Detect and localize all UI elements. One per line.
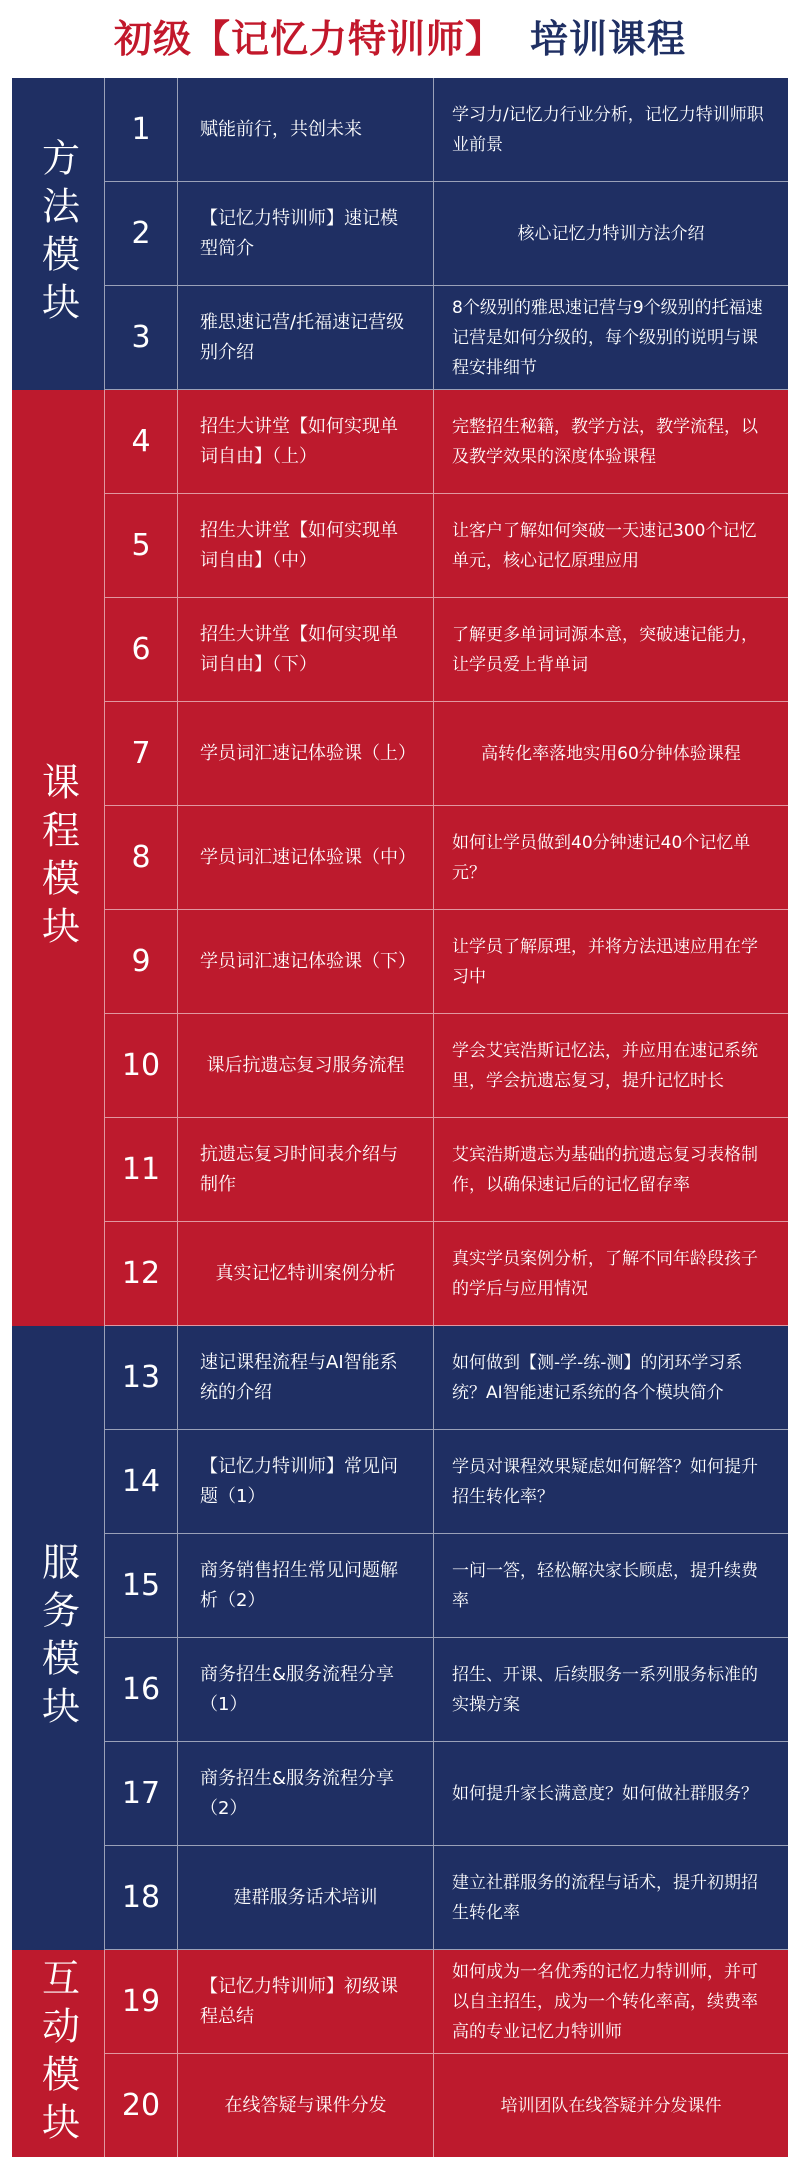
lesson-topic: 商务销售招生常见问题解析（2） xyxy=(178,1534,434,1637)
lesson-number: 7 xyxy=(105,702,178,805)
lesson-description: 学会艾宾浩斯记忆法，并应用在速记系统里，学会抗遗忘复习，提升记忆时长 xyxy=(452,1040,758,1091)
lesson-description: 如何做到【测-学-练-测】的闭环学习系统？AI智能速记系统的各个模块简介 xyxy=(452,1352,743,1403)
lesson-description: 核心记忆力特训方法介绍 xyxy=(517,223,705,244)
module-label: 课程模块 xyxy=(12,390,105,1326)
lesson-description: 一问一答，轻松解决家长顾虑，提升续费率 xyxy=(452,1560,758,1611)
table-row xyxy=(105,1326,788,1430)
lesson-number: 16 xyxy=(105,1638,178,1741)
table-row xyxy=(105,286,788,390)
table-row xyxy=(105,78,788,182)
table-row xyxy=(105,182,788,286)
table-row xyxy=(105,390,788,494)
lesson-topic: 招生大讲堂【如何实现单词自由】（下） xyxy=(178,598,434,701)
table-row xyxy=(105,702,788,806)
lesson-topic: 抗遗忘复习时间表介绍与制作 xyxy=(178,1118,434,1221)
lesson-topic: 商务招生&服务流程分享（1） xyxy=(178,1638,434,1741)
table-row xyxy=(105,2054,788,2157)
table-row xyxy=(105,1950,788,2054)
table-row xyxy=(105,1222,788,1326)
table-row xyxy=(105,494,788,598)
lesson-topic: 建群服务话术培训 xyxy=(178,1846,434,1949)
lesson-number: 11 xyxy=(105,1118,178,1221)
lesson-description: 如何提升家长满意度？如何做社群服务？ xyxy=(452,1783,758,1804)
lesson-number: 12 xyxy=(105,1222,178,1325)
lesson-number: 1 xyxy=(105,78,178,181)
lesson-topic: 学员词汇速记体验课（中） xyxy=(178,806,434,909)
lesson-topic: 学员词汇速记体验课（下） xyxy=(178,910,434,1013)
lesson-topic: 课后抗遗忘复习服务流程 xyxy=(178,1014,434,1117)
lesson-number: 3 xyxy=(105,286,178,389)
lesson-description: 了解更多单词词源本意，突破速记能力，让学员爱上背单词 xyxy=(452,624,758,675)
module-method xyxy=(12,78,788,390)
lesson-number: 18 xyxy=(105,1846,178,1949)
lesson-description: 让学员了解原理，并将方法迅速应用在学习中 xyxy=(452,936,758,987)
lesson-topic: 学员词汇速记体验课（上） xyxy=(178,702,434,805)
lesson-number: 20 xyxy=(105,2054,178,2157)
lesson-description: 培训团队在线答疑并分发课件 xyxy=(500,2095,722,2116)
table-row xyxy=(105,1534,788,1638)
lesson-number: 10 xyxy=(105,1014,178,1117)
lesson-description: 如何成为一名优秀的记忆力特训师，并可以自主招生，成为一个转化率高，续费率高的专业记忆力特训师 xyxy=(452,1961,758,2042)
lesson-number: 8 xyxy=(105,806,178,909)
table-row xyxy=(105,806,788,910)
table-row xyxy=(105,1118,788,1222)
page-title xyxy=(0,0,800,70)
lesson-number: 4 xyxy=(105,390,178,493)
lesson-number: 15 xyxy=(105,1534,178,1637)
lesson-description: 高转化率落地实用60分钟体验课程 xyxy=(481,743,741,764)
lesson-number: 19 xyxy=(105,1950,178,2053)
lesson-description: 学习力/记忆力行业分析，记忆力特训师职业前景 xyxy=(452,104,764,155)
course-table xyxy=(12,78,788,2157)
lesson-topic: 招生大讲堂【如何实现单词自由】（上） xyxy=(178,390,434,493)
title-left: 初级【记忆力特训师】 xyxy=(113,16,504,61)
module-interaction xyxy=(12,1950,788,2157)
lesson-topic: 真实记忆特训案例分析 xyxy=(178,1222,434,1325)
lesson-topic: 【记忆力特训师】初级课程总结 xyxy=(178,1950,434,2053)
table-row xyxy=(105,1742,788,1846)
module-service xyxy=(12,1326,788,1950)
table-row xyxy=(105,1638,788,1742)
lesson-number: 5 xyxy=(105,494,178,597)
lesson-topic: 雅思速记营/托福速记营级别介绍 xyxy=(178,286,434,389)
lesson-description: 8个级别的雅思速记营与9个级别的托福速记营是如何分级的，每个级别的说明与课程安排细节 xyxy=(452,297,763,378)
table-row xyxy=(105,1014,788,1118)
module-label: 互动模块 xyxy=(12,1950,105,2157)
lesson-number: 6 xyxy=(105,598,178,701)
lesson-topic: 招生大讲堂【如何实现单词自由】（中） xyxy=(178,494,434,597)
lesson-description: 完整招生秘籍，教学方法，教学流程，以及教学效果的深度体验课程 xyxy=(452,416,758,467)
table-row xyxy=(105,910,788,1014)
lesson-number: 14 xyxy=(105,1430,178,1533)
lesson-topic: 【记忆力特训师】速记模型简介 xyxy=(178,182,434,285)
lesson-topic: 【记忆力特训师】常见问题（1） xyxy=(178,1430,434,1533)
lesson-topic: 在线答疑与课件分发 xyxy=(178,2054,434,2157)
lesson-description: 真实学员案例分析，了解不同年龄段孩子的学后与应用情况 xyxy=(452,1248,758,1299)
lesson-description: 学员对课程效果疑虑如何解答？如何提升招生转化率？ xyxy=(452,1456,758,1507)
lesson-topic: 赋能前行，共创未来 xyxy=(178,78,434,181)
table-row xyxy=(105,1846,788,1950)
lesson-description: 艾宾浩斯遗忘为基础的抗遗忘复习表格制作，以确保速记后的记忆留存率 xyxy=(452,1144,758,1195)
module-label: 方法模块 xyxy=(12,78,105,390)
title-right: 培训课程 xyxy=(530,16,687,61)
module-course xyxy=(12,390,788,1326)
module-label: 服务模块 xyxy=(12,1326,105,1950)
lesson-number: 9 xyxy=(105,910,178,1013)
table-row xyxy=(105,1430,788,1534)
lesson-description: 如何让学员做到40分钟速记40个记忆单元？ xyxy=(452,832,751,883)
lesson-number: 17 xyxy=(105,1742,178,1845)
lesson-topic: 速记课程流程与AI智能系统的介绍 xyxy=(178,1326,434,1429)
lesson-number: 13 xyxy=(105,1326,178,1429)
lesson-description: 让客户了解如何突破一天速记300个记忆单元，核心记忆原理应用 xyxy=(452,520,757,571)
table-row xyxy=(105,598,788,702)
lesson-description: 建立社群服务的流程与话术，提升初期招生转化率 xyxy=(452,1872,758,1923)
lesson-number: 2 xyxy=(105,182,178,285)
lesson-description: 招生、开课、后续服务一系列服务标准的实操方案 xyxy=(452,1664,758,1715)
lesson-topic: 商务招生&服务流程分享（2） xyxy=(178,1742,434,1845)
